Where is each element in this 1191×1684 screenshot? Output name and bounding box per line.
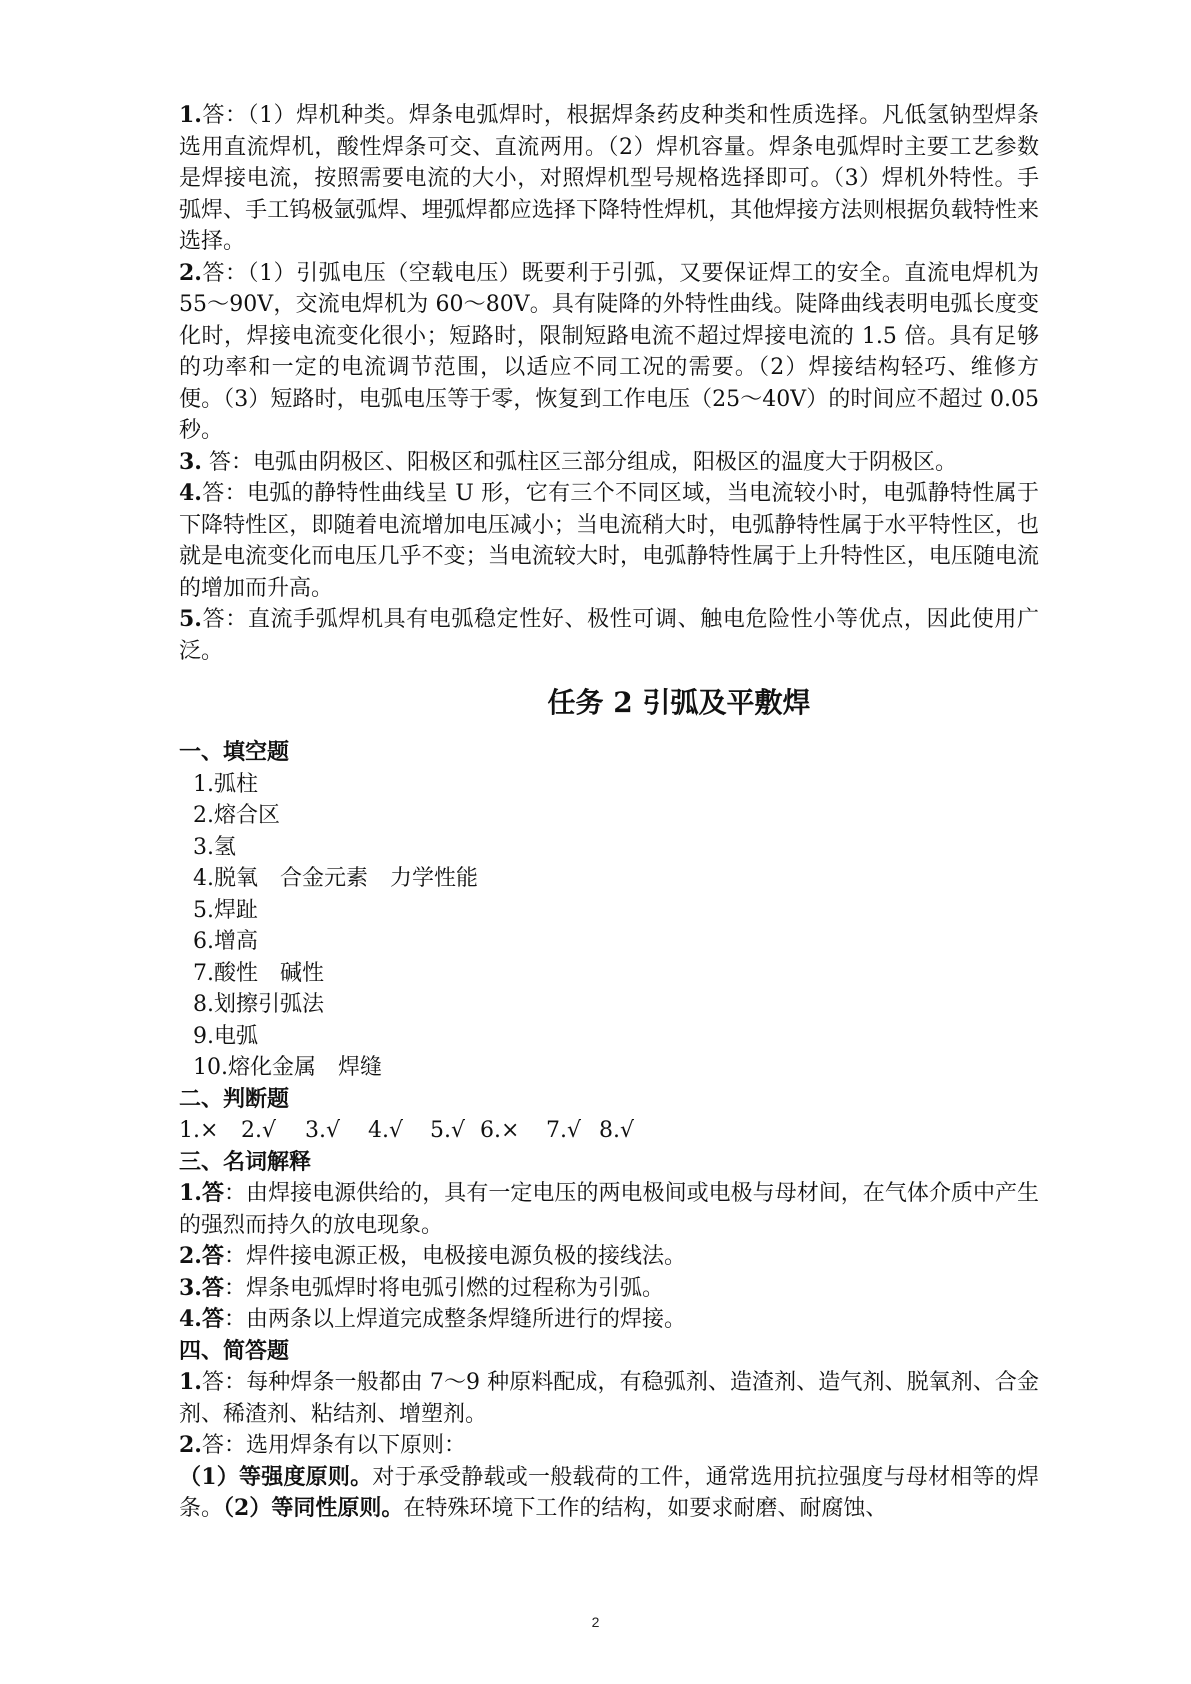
list-item: 1.弧柱 <box>193 771 258 797</box>
judge-answers <box>179 1115 1039 1147</box>
answer-number: 3. <box>179 448 202 475</box>
list-item: 6.增高 <box>193 929 258 954</box>
judge-item: 8.√ <box>599 1118 635 1143</box>
page-number: 2 <box>591 1614 600 1630</box>
term-number: 4.答 <box>179 1306 224 1332</box>
short-text: 答：选用焊条有以下原则： <box>201 1433 466 1458</box>
principle-heading: （2）等同性原则。 <box>223 1495 404 1521</box>
principle-paragraph <box>179 1462 1039 1525</box>
answer-text: 答：电弧的静特性曲线呈 U 形，它有三个不同区域，当电流较小时，电弧静特性属于下降特性区，即随着电流增加电压减小；当电流稍大时，电弧静特性属于水平特性区，也就是电流变化而电压几乎不变；当电流较大时，电弧静特性属于上升特性区，电压随电流的增加而升高。 <box>179 481 1039 601</box>
short-number: 1. <box>179 1369 202 1395</box>
term-answer <box>179 1178 1039 1241</box>
section-heading-short-answer: 四、简答题 <box>179 1337 290 1364</box>
answer-paragraph <box>179 258 1039 447</box>
list-item: 7.酸性 碱性 <box>193 960 324 986</box>
principle-text: 对于承受静载或一般载荷的工件，通常选用抗拉强度与母材相等的焊条。 <box>179 1464 1039 1521</box>
list-item: 8.划擦引弧法 <box>193 992 324 1017</box>
term-number: 3.答 <box>179 1274 224 1301</box>
answer-number: 1. <box>179 102 202 128</box>
short-number: 2. <box>179 1432 202 1458</box>
list-item: 10.熔化金属 焊缝 <box>193 1055 382 1080</box>
list-item: 4.脱氧 合金元素 力学性能 <box>193 866 478 891</box>
answer-paragraph <box>179 100 1039 258</box>
judge-item: 1.× <box>179 1118 219 1143</box>
term-text: ：焊条电弧焊时将电弧引燃的过程称为引弧。 <box>223 1275 664 1301</box>
answer-paragraph <box>179 447 1039 479</box>
judge-item: 6.× <box>480 1118 520 1143</box>
answer-number: 4. <box>179 480 202 506</box>
section-heading-fill-blank: 一、填空题 <box>179 739 290 765</box>
judge-item: 3.√ <box>305 1118 341 1143</box>
term-text: ：由焊接电源供给的，具有一定电压的两电极间或电极与母材间，在气体介质中产生的强烈而持久的放电现象。 <box>179 1181 1039 1238</box>
list-item: 2.熔合区 <box>193 803 280 828</box>
section-heading-terms: 三、名词解释 <box>179 1148 312 1175</box>
document-page <box>179 100 1039 1525</box>
answer-paragraph <box>179 478 1039 604</box>
answer-text: 答：电弧由阴极区、阳极区和弧柱区三部分组成，阳极区的温度大于阴极区。 <box>201 449 957 475</box>
task-title: 任务 2 引弧及平敷焊 <box>547 686 811 719</box>
list-item: 5.焊趾 <box>193 897 258 923</box>
answer-text: 答：直流手弧焊机具有电弧稳定性好、极性可调、触电危险性小等优点，因此使用广泛。 <box>179 607 1039 664</box>
list-item: 9.电弧 <box>193 1023 258 1049</box>
answer-number: 5. <box>179 606 202 632</box>
list-item: 3.氢 <box>193 834 236 860</box>
answer-text: 答：（1）焊机种类。焊条电弧焊时，根据焊条药皮种类和性质选择。凡低氢钠型焊条选用直流焊机，酸性焊条可交、直流两用。（2）焊机容量。焊条电弧焊时主要工艺参数是焊接电流，按照需要电流的大小，对照焊机型号规格选择即可。（3）焊机外特性。手弧焊、手工钨极氩弧焊、埋弧焊都应选择下降特性焊机，其他焊接方法则根据负载特性来选择。 <box>179 103 1039 254</box>
short-answer <box>179 1430 1039 1462</box>
term-text: ：焊件接电源正极，电极接电源负极的接线法。 <box>223 1244 686 1269</box>
principle-text: 在特殊环境下工作的结构，如要求耐磨、耐腐蚀、 <box>403 1496 888 1521</box>
answer-number: 2. <box>179 259 202 286</box>
section-heading-judge: 二、判断题 <box>179 1085 290 1112</box>
judge-item: 7.√ <box>546 1118 582 1143</box>
term-number: 1.答 <box>179 1180 225 1206</box>
answer-text: 答：（1）引弧电压（空载电压）既要利于引弧，又要保证焊工的安全。直流电焊机为 55～90V，交流电焊机为 60～80V。具有陡降的外特性曲线。陡降曲线表明电弧长度变化时，焊接电流变化很小；短路时，限制短路电流不超过焊接电流的 1.5 倍。具有足够的功率和一定的电流调节范围，以适应不同工况的需要。（2）焊接结构轻巧、维修方便。（3）短路时，电弧电压等于零，恢复到工作电压（25～40V）的时间应不超过 0.05 秒。 <box>179 260 1039 443</box>
term-answer <box>179 1304 1039 1336</box>
judge-item: 4.√ <box>368 1118 404 1143</box>
judge-item: 5.√ <box>430 1118 466 1143</box>
term-text: ：由两条以上焊道完成整条焊缝所进行的焊接。 <box>223 1307 686 1332</box>
short-text: 答：每种焊条一般都由 7～9 种原料配成，有稳弧剂、造渣剂、造气剂、脱氧剂、合金剂、稀渣剂、粘结剂、增塑剂。 <box>179 1370 1039 1427</box>
short-answer <box>179 1367 1039 1430</box>
answer-paragraph <box>179 604 1039 667</box>
term-number: 2.答 <box>179 1243 224 1269</box>
principle-heading: （1）等强度原则。 <box>179 1463 373 1490</box>
term-answer <box>179 1273 1039 1305</box>
fill-blank-list <box>179 769 1039 1084</box>
judge-item: 2.√ <box>241 1118 277 1143</box>
term-answer <box>179 1241 1039 1273</box>
